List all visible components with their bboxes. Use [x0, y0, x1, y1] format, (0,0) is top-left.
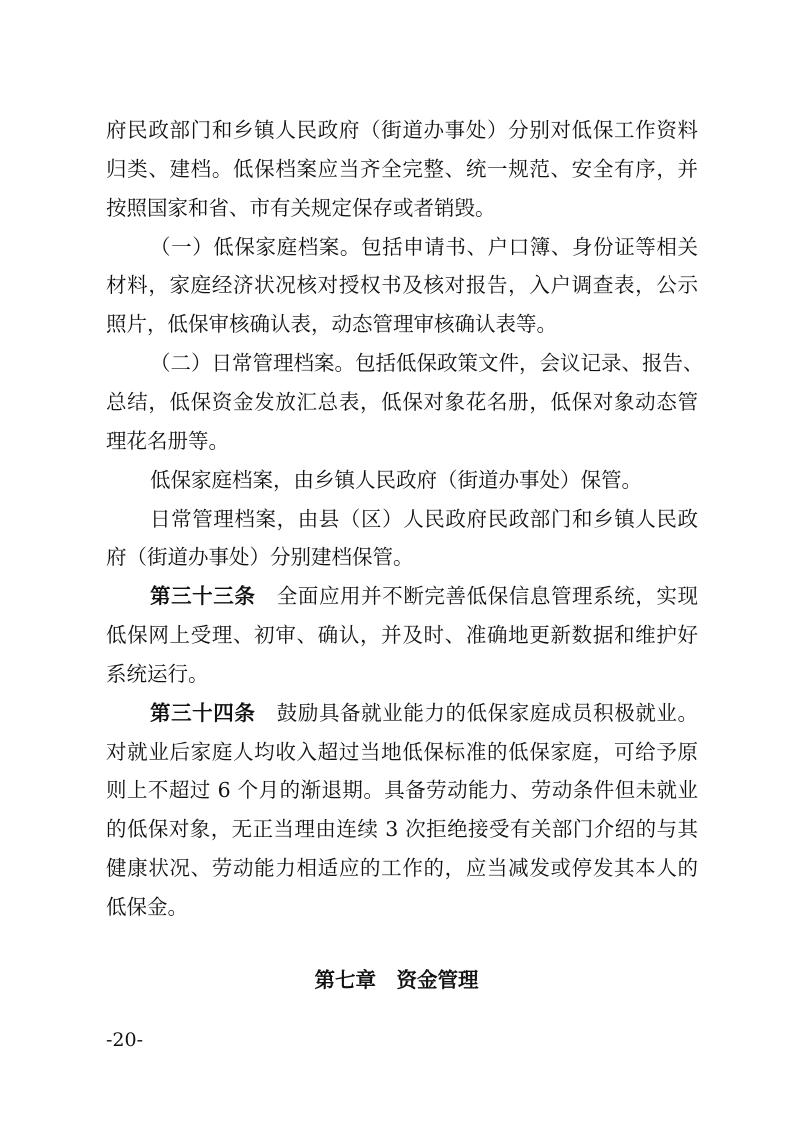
text-line: 总结，低保资金发放汇总表，低保对象花名册，低保对象动态管	[106, 390, 698, 414]
article-33-first-line	[150, 582, 698, 610]
text-line: 府民政部门和乡镇人民政府（街道办事处）分别对低保工作资料	[106, 118, 698, 142]
article-33-label: 第三十三条	[150, 584, 256, 608]
text-line: 系统运行。	[106, 662, 209, 686]
text-line: 材料，家庭经济状况核对授权书及核对报告，入户调查表，公示	[106, 273, 698, 297]
text-line: 照片，低保审核确认表，动态管理审核确认表等。	[106, 312, 557, 336]
text-line: 健康状况、劳动能力相适应的工作的，应当减发或停发其本人的	[106, 856, 698, 880]
text-line: 府（街道办事处）分别建档保管。	[106, 545, 414, 569]
text-line: （二）日常管理档案。包括低保政策文件，会议记录、报告、	[150, 351, 704, 375]
text-line: 理花名册等。	[106, 429, 229, 453]
text-line: 按照国家和省、市有关规定保存或者销毁。	[106, 196, 496, 220]
text-line: 全面应用并不断完善低保信息管理系统，实现	[276, 584, 698, 608]
chapter-heading: 第七章 资金管理	[314, 968, 479, 992]
text-line: 低保家庭档案，由乡镇人民政府（街道办事处）保管。	[150, 468, 642, 492]
text-line: 鼓励具备就业能力的低保家庭成员积极就业。	[276, 701, 698, 725]
text-line: 的低保对象，无正当理由连续 3 次拒绝接受有关部门介绍的与其	[106, 817, 698, 841]
text-line: （一）低保家庭档案。包括申请书、户口簿、身份证等相关	[150, 235, 698, 259]
article-34-label: 第三十四条	[150, 701, 256, 725]
text-line: 低保网上受理、初审、确认，并及时、准确地更新数据和维护好	[106, 623, 698, 647]
text-line: 低保金。	[106, 895, 188, 919]
text-line: 归类、建档。低保档案应当齐全完整、统一规范、安全有序，并	[106, 157, 698, 181]
article-34-first-line	[150, 699, 698, 727]
text-line: 日常管理档案，由县（区）人民政府民政部门和乡镇人民政	[150, 507, 698, 531]
text-line: 则上不超过 6 个月的渐退期。具备劳动能力、劳动条件但未就业	[106, 778, 698, 802]
text-line: 对就业后家庭人均收入超过当地低保标准的低保家庭，可给予原	[106, 740, 698, 764]
page-number: -20-	[106, 1029, 144, 1051]
